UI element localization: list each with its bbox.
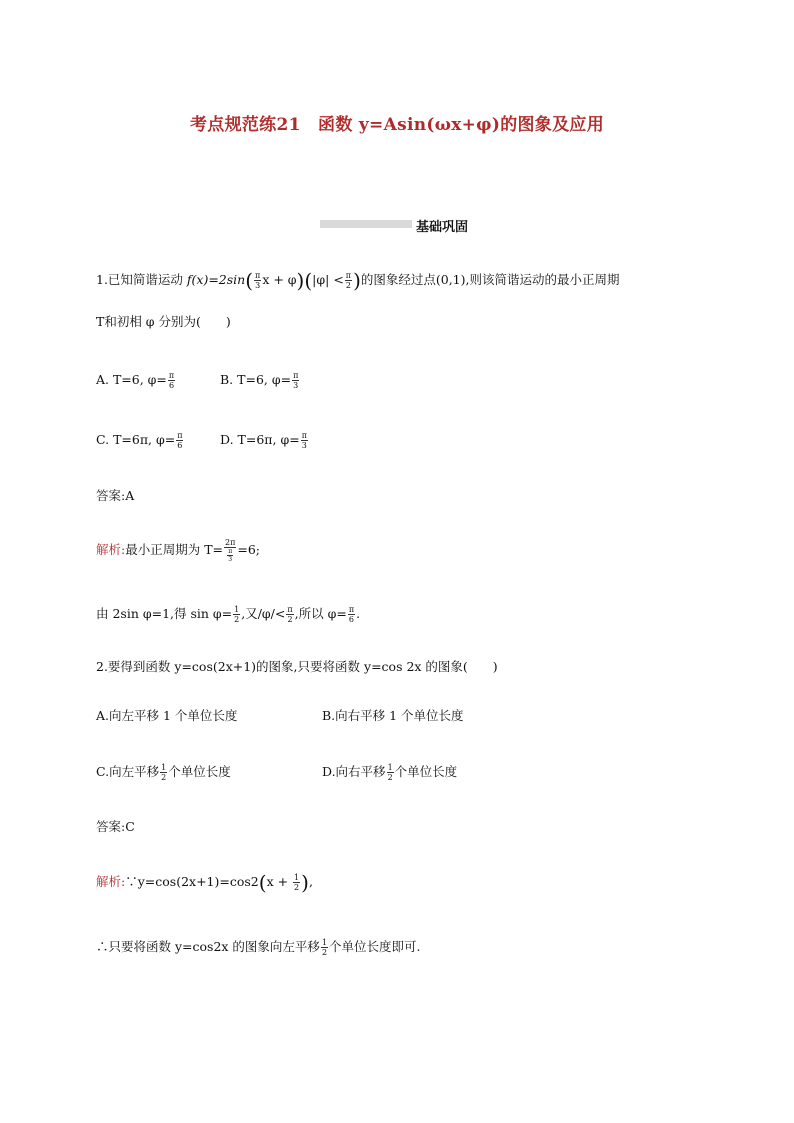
q1-answer: 答案:A xyxy=(96,488,135,503)
q1-option-b: B. T=6, φ= $\frac{\pi}{3}$ xyxy=(220,371,299,390)
q2-option-d: D.向右平移 $\frac{1}{2}$ 个单位长度 xyxy=(322,763,458,782)
q2-analysis-2: ∴只要将函数 y=cos2x 的图象向左平移 $\frac{1}{2}$ 个单位长度即可. xyxy=(96,938,421,957)
q1-analysis-2: 由 2sin φ=1,得 sin φ= $\frac{1}{2}$ ,又/φ/< $\frac{\pi}{2}$ ,所以 φ= $\frac{\pi}{6}$ . xyxy=(96,605,361,624)
q2-answer: 答案:C xyxy=(96,819,135,834)
section-label: 基础巩固 xyxy=(416,220,469,235)
q1-option-c: C. T=6π, φ= $\frac{\pi}{6}$ xyxy=(96,431,183,450)
q1-stem-line2: T和初相 φ 分别为( ) xyxy=(96,314,231,329)
page-title: 考点规范练21 函数 y=Asin(ωx+φ)的图象及应用 xyxy=(189,115,604,135)
q1-option-d: D. T=6π, φ= $\frac{\pi}{3}$ xyxy=(220,431,307,450)
q1-analysis-1: 解析:最小正周期为 T= $\frac{2\pi}{\frac{\pi}{3}}$ =6; xyxy=(96,538,261,563)
q2-option-c: C.向左平移 $\frac{1}{2}$ 个单位长度 xyxy=(96,763,231,782)
q2-analysis-1: 解析:∵y=cos(2x+1)=cos2(x + $\frac{1}{2}$ ), xyxy=(96,870,313,895)
q1-option-a: A. T=6, φ= $\frac{\pi}{6}$ xyxy=(96,371,175,390)
frac-pi-3: $\frac{\pi}{3}$ xyxy=(255,271,261,290)
q2-option-a: A.向左平移 1 个单位长度 xyxy=(96,708,238,723)
frac-pi-2: $\frac{\pi}{2}$ xyxy=(345,271,352,290)
q2-stem: 2.要得到函数 y=cos(2x+1)的图象,只要将函数 y=cos 2x 的图象( ) xyxy=(96,659,498,674)
q2-option-b: B.向右平移 1 个单位长度 xyxy=(322,708,464,723)
q1-stem: 1.已知简谐运动 f(x)=2sin( $\frac{\pi}{3}$ x + φ)(|φ| < $\frac{\pi}{2}$ )的图象经过点(0,1),则该简谐运动的最小正周期 xyxy=(96,268,620,293)
frac-2pi-over-pi3: $\frac{2\pi}{\frac{\pi}{3}}$ xyxy=(225,538,236,563)
section-bar xyxy=(320,220,412,228)
